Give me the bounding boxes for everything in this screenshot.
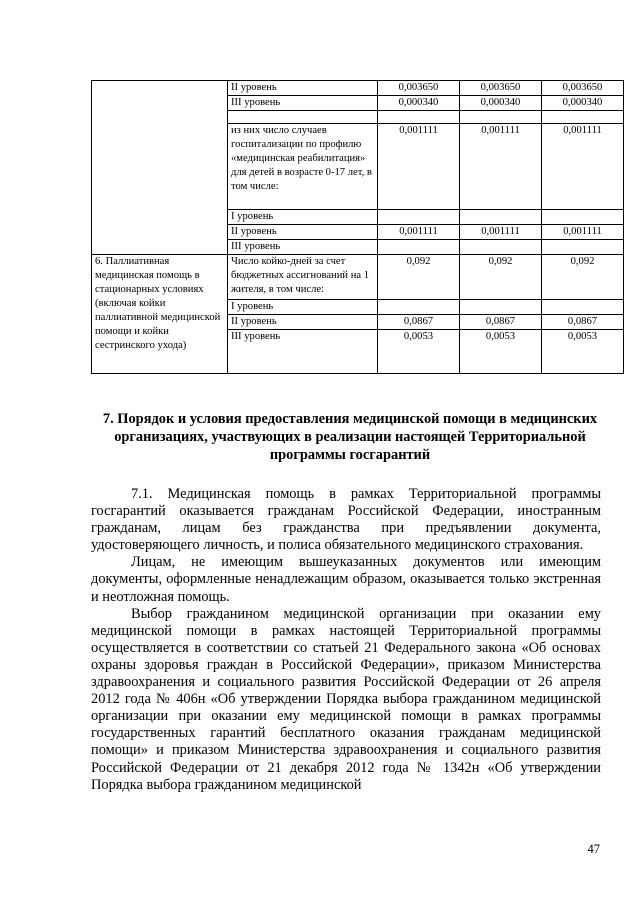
value-cell: 0,092 [460,255,542,300]
section-title: 7. Порядок и условия предоставления медицинской помощи в медицинских организациях, участвующих в реализации настоящей Территориальной программы госгарантий [102,411,598,463]
value-cell: 0,092 [378,255,460,300]
category-cell-palliative: 6. Паллиативная медицинская помощь в стационарных условиях (включая койки паллиативной медицинской помощи и койки сестринского ухода) [92,255,228,374]
row-label: II уровень [228,81,378,96]
value-cell [460,111,542,124]
norms-table [91,80,624,374]
value-cell [378,240,460,255]
value-cell [542,210,624,225]
value-cell [378,300,460,315]
norms-table-wrap [91,80,624,374]
row-label: III уровень [228,330,378,374]
value-cell: 0,0867 [460,315,542,330]
value-cell [460,300,542,315]
value-cell: 0,0053 [542,330,624,374]
value-cell [460,240,542,255]
paragraph: Лицам, не имеющим вышеуказанных документов или имеющим документы, оформленные ненадлежащим образом, оказывается только экстренная и неотложная помощь. [91,554,601,605]
value-cell: 0,001111 [378,124,460,210]
paragraph: Выбор гражданином медицинской организации при оказании ему медицинской помощи в рамках настоящей Территориальной программы осуществляется в соответствии со статьей 21 Федерального закона «Об основах охраны здоровья граждан в Российской Федерации», приказом Министерства здравоохранения и социального развития Российской Федерации от 26 апреля 2012 года № 406н «Об утверждении Порядка выбора гражданином медицинской организации при оказании ему медицинской помощи в рамках программы государственных гарантий бесплатного оказания гражданам медицинской помощи» и приказом Министерства здравоохранения и социального развития Российской Федерации от 21 декабря 2012 года № 1342н «Об утверждении Порядка выбора гражданином медицинской [91,605,601,793]
value-cell: 0,0867 [542,315,624,330]
value-cell: 0,001111 [460,124,542,210]
row-label: Число койко-дней за счет бюджетных ассигнований на 1 жителя, в том числе: [228,255,378,300]
value-cell: 0,0867 [378,315,460,330]
table-row [92,81,624,96]
row-label: II уровень [228,315,378,330]
value-cell: 0,001111 [542,225,624,240]
table-row [92,255,624,300]
value-cell: 0,001111 [542,124,624,210]
paragraph: 7.1. Медицинская помощь в рамках Территориальной программы госгарантий оказывается гражданам Российской Федерации, иностранным гражданам, лицам без гражданства при предъявлении документа, удостоверяющего личность, и полиса обязательного медицинского страхования. [91,486,601,554]
row-label: из них число случаев госпитализации по профилю «медицинская реабилитация» для детей в возрасте 0-17 лет, в том числе: [228,124,378,210]
value-cell [542,240,624,255]
value-cell: 0,003650 [542,81,624,96]
row-label: III уровень [228,96,378,111]
row-label: I уровень [228,210,378,225]
value-cell: 0,000340 [378,96,460,111]
body-text [91,486,601,794]
value-cell: 0,000340 [460,96,542,111]
value-cell [542,111,624,124]
value-cell [542,300,624,315]
value-cell: 0,092 [542,255,624,300]
value-cell: 0,003650 [460,81,542,96]
row-label [228,111,378,124]
value-cell: 0,001111 [460,225,542,240]
value-cell: 0,0053 [460,330,542,374]
row-label: I уровень [228,300,378,315]
row-label: III уровень [228,240,378,255]
value-cell [378,111,460,124]
value-cell: 0,001111 [378,225,460,240]
row-label: II уровень [228,225,378,240]
value-cell [460,210,542,225]
category-cell-continued [92,81,228,255]
value-cell: 0,0053 [378,330,460,374]
value-cell [378,210,460,225]
value-cell: 0,000340 [542,96,624,111]
value-cell: 0,003650 [378,81,460,96]
page-number: 47 [587,842,600,856]
